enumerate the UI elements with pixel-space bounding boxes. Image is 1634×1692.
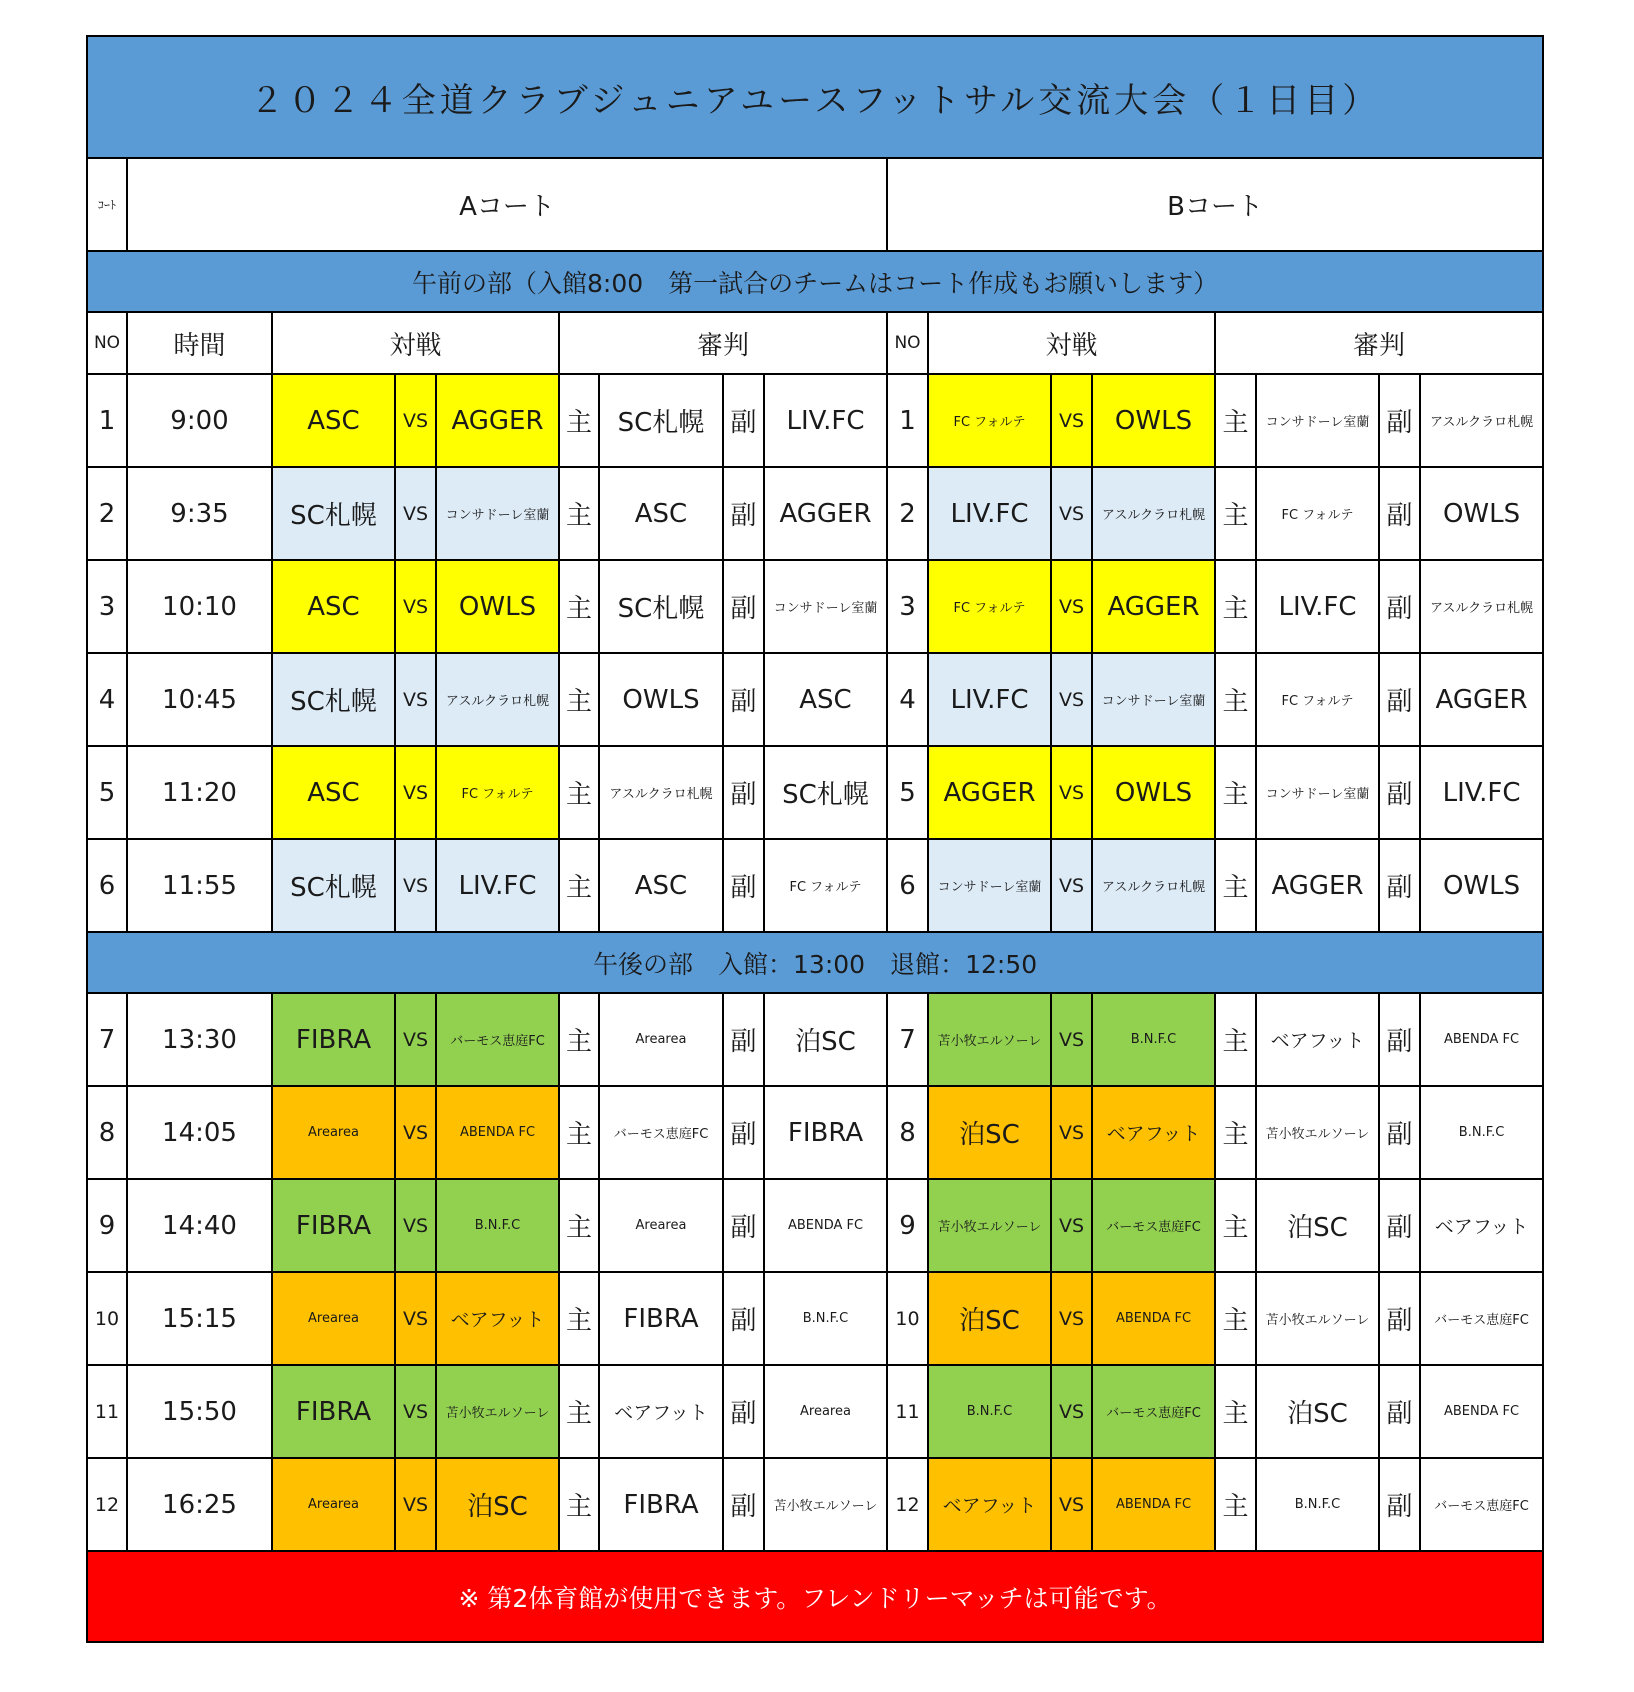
col-match-b: 対戦 (928, 312, 1215, 374)
court-a-team2: OWLS (436, 560, 559, 653)
court-b-team2: バーモス恵庭FC (1092, 1179, 1215, 1272)
morning-section-header: 午前の部（入館8:00 第一試合のチームはコート作成もお願いします） (87, 251, 1543, 312)
vs-label: VS (395, 746, 436, 839)
match-no-b: 7 (887, 993, 928, 1086)
court-a-main-referee: SC札幌 (599, 374, 723, 467)
court-b-team1: LIV.FC (928, 653, 1051, 746)
match-no-b: 3 (887, 560, 928, 653)
court-a-main-referee: Arearea (599, 1179, 723, 1272)
match-no-b: 9 (887, 1179, 928, 1272)
match-time: 11:55 (127, 839, 272, 932)
match-time: 16:25 (127, 1458, 272, 1551)
main-referee-label: 主 (559, 653, 599, 746)
main-referee-label: 主 (1215, 1179, 1256, 1272)
court-b-team2: OWLS (1092, 374, 1215, 467)
court-b-sub-referee: OWLS (1420, 839, 1543, 932)
court-b-main-referee: LIV.FC (1256, 560, 1379, 653)
match-no-b: 2 (887, 467, 928, 560)
page-title: ２０２４全道クラブジュニアユースフットサル交流大会（１日目） (87, 36, 1543, 158)
court-a-team2: LIV.FC (436, 839, 559, 932)
match-row (87, 1086, 1543, 1179)
court-b-sub-referee: ABENDA FC (1420, 1365, 1543, 1458)
main-referee-label: 主 (559, 839, 599, 932)
court-b-main-referee: コンサドーレ室蘭 (1256, 374, 1379, 467)
court-a-main-referee: ASC (599, 467, 723, 560)
court-b-team1: ベアフット (928, 1458, 1051, 1551)
court-b-main-referee: ベアフット (1256, 993, 1379, 1086)
match-no: 11 (87, 1365, 127, 1458)
match-row (87, 993, 1543, 1086)
court-b-team1: LIV.FC (928, 467, 1051, 560)
vs-label: VS (395, 1365, 436, 1458)
sub-referee-label: 副 (1379, 1365, 1420, 1458)
court-a-main-referee: ASC (599, 839, 723, 932)
match-time: 15:50 (127, 1365, 272, 1458)
court-a-main-referee: OWLS (599, 653, 723, 746)
court-a-header: Aコート (127, 158, 887, 251)
court-b-team1: FC フォルテ (928, 374, 1051, 467)
court-a-team1: Arearea (272, 1272, 395, 1365)
match-time: 11:20 (127, 746, 272, 839)
court-a-sub-referee: SC札幌 (764, 746, 887, 839)
match-row (87, 1272, 1543, 1365)
court-b-main-referee: 苫小牧エルソーレ (1256, 1086, 1379, 1179)
sub-referee-label: 副 (723, 1365, 764, 1458)
col-time: 時間 (127, 312, 272, 374)
court-label: ｺｰﾄ (87, 158, 127, 251)
sub-referee-label: 副 (723, 746, 764, 839)
vs-label: VS (1051, 1272, 1092, 1365)
match-time: 13:30 (127, 993, 272, 1086)
court-b-team2: ベアフット (1092, 1086, 1215, 1179)
vs-label: VS (395, 560, 436, 653)
main-referee-label: 主 (1215, 467, 1256, 560)
match-no-b: 11 (887, 1365, 928, 1458)
match-row (87, 560, 1543, 653)
court-a-sub-referee: FC フォルテ (764, 839, 887, 932)
court-a-team2: FC フォルテ (436, 746, 559, 839)
vs-label: VS (1051, 1179, 1092, 1272)
sub-referee-label: 副 (723, 1272, 764, 1365)
main-referee-label: 主 (559, 374, 599, 467)
court-b-team1: 泊SC (928, 1086, 1051, 1179)
court-b-sub-referee: ABENDA FC (1420, 993, 1543, 1086)
court-a-team2: 苫小牧エルソーレ (436, 1365, 559, 1458)
match-time: 15:15 (127, 1272, 272, 1365)
vs-label: VS (1051, 839, 1092, 932)
court-b-sub-referee: ベアフット (1420, 1179, 1543, 1272)
court-a-team2: 泊SC (436, 1458, 559, 1551)
court-b-team1: 苫小牧エルソーレ (928, 993, 1051, 1086)
court-a-team1: ASC (272, 560, 395, 653)
court-a-team2: バーモス恵庭FC (436, 993, 559, 1086)
match-no: 9 (87, 1179, 127, 1272)
match-no: 8 (87, 1086, 127, 1179)
match-time: 9:00 (127, 374, 272, 467)
match-row (87, 1179, 1543, 1272)
match-no: 5 (87, 746, 127, 839)
col-no-a: NO (87, 312, 127, 374)
court-a-main-referee: FIBRA (599, 1458, 723, 1551)
main-referee-label: 主 (559, 1272, 599, 1365)
court-b-main-referee: 泊SC (1256, 1179, 1379, 1272)
vs-label: VS (1051, 746, 1092, 839)
court-a-team1: Arearea (272, 1458, 395, 1551)
court-a-team2: アスルクラロ札幌 (436, 653, 559, 746)
sub-referee-label: 副 (1379, 1086, 1420, 1179)
main-referee-label: 主 (1215, 653, 1256, 746)
court-a-team1: SC札幌 (272, 839, 395, 932)
match-no: 3 (87, 560, 127, 653)
court-a-main-referee: Arearea (599, 993, 723, 1086)
match-row (87, 1458, 1543, 1551)
main-referee-label: 主 (559, 1365, 599, 1458)
sub-referee-label: 副 (1379, 746, 1420, 839)
vs-label: VS (1051, 653, 1092, 746)
court-b-main-referee: 苫小牧エルソーレ (1256, 1272, 1379, 1365)
main-referee-label: 主 (1215, 746, 1256, 839)
court-b-team1: AGGER (928, 746, 1051, 839)
match-time: 10:45 (127, 653, 272, 746)
main-referee-label: 主 (1215, 1086, 1256, 1179)
sub-referee-label: 副 (723, 1179, 764, 1272)
main-referee-label: 主 (559, 1086, 599, 1179)
match-no-b: 5 (887, 746, 928, 839)
vs-label: VS (1051, 467, 1092, 560)
court-b-main-referee: AGGER (1256, 839, 1379, 932)
court-a-sub-referee: B.N.F.C (764, 1272, 887, 1365)
court-b-team2: OWLS (1092, 746, 1215, 839)
match-row (87, 467, 1543, 560)
court-b-main-referee: B.N.F.C (1256, 1458, 1379, 1551)
sub-referee-label: 副 (723, 467, 764, 560)
court-b-team2: アスルクラロ札幌 (1092, 467, 1215, 560)
main-referee-label: 主 (559, 993, 599, 1086)
match-time: 14:40 (127, 1179, 272, 1272)
court-b-header: Bコート (887, 158, 1543, 251)
vs-label: VS (395, 1272, 436, 1365)
court-b-team2: アスルクラロ札幌 (1092, 839, 1215, 932)
court-b-sub-referee: B.N.F.C (1420, 1086, 1543, 1179)
court-b-sub-referee: アスルクラロ札幌 (1420, 560, 1543, 653)
main-referee-label: 主 (559, 1179, 599, 1272)
vs-label: VS (395, 467, 436, 560)
main-referee-label: 主 (559, 560, 599, 653)
court-b-main-referee: FC フォルテ (1256, 653, 1379, 746)
col-referee-b: 審判 (1215, 312, 1543, 374)
note-banner: ※ 第2体育館が使用できます。フレンドリーマッチは可能です。 (87, 1551, 1543, 1642)
court-a-team1: SC札幌 (272, 467, 395, 560)
court-a-team1: FIBRA (272, 1365, 395, 1458)
court-a-main-referee: SC札幌 (599, 560, 723, 653)
sub-referee-label: 副 (1379, 374, 1420, 467)
court-b-team1: 泊SC (928, 1272, 1051, 1365)
sub-referee-label: 副 (723, 374, 764, 467)
sub-referee-label: 副 (1379, 653, 1420, 746)
court-b-main-referee: FC フォルテ (1256, 467, 1379, 560)
court-b-sub-referee: AGGER (1420, 653, 1543, 746)
main-referee-label: 主 (1215, 1272, 1256, 1365)
match-no-b: 1 (887, 374, 928, 467)
match-no: 12 (87, 1458, 127, 1551)
match-no: 2 (87, 467, 127, 560)
match-no-b: 8 (887, 1086, 928, 1179)
sub-referee-label: 副 (723, 839, 764, 932)
court-b-team2: バーモス恵庭FC (1092, 1365, 1215, 1458)
court-a-team1: FIBRA (272, 1179, 395, 1272)
main-referee-label: 主 (1215, 374, 1256, 467)
court-a-sub-referee: 苫小牧エルソーレ (764, 1458, 887, 1551)
sub-referee-label: 副 (723, 993, 764, 1086)
match-no-b: 10 (887, 1272, 928, 1365)
court-b-team2: コンサドーレ室蘭 (1092, 653, 1215, 746)
court-a-sub-referee: AGGER (764, 467, 887, 560)
court-a-sub-referee: LIV.FC (764, 374, 887, 467)
vs-label: VS (1051, 560, 1092, 653)
court-b-main-referee: コンサドーレ室蘭 (1256, 746, 1379, 839)
court-a-team1: ASC (272, 374, 395, 467)
match-no: 1 (87, 374, 127, 467)
vs-label: VS (395, 993, 436, 1086)
main-referee-label: 主 (559, 746, 599, 839)
sub-referee-label: 副 (1379, 993, 1420, 1086)
tournament-schedule-table (86, 35, 1544, 1643)
sub-referee-label: 副 (1379, 560, 1420, 653)
court-b-team1: コンサドーレ室蘭 (928, 839, 1051, 932)
sub-referee-label: 副 (1379, 839, 1420, 932)
main-referee-label: 主 (1215, 839, 1256, 932)
match-row (87, 746, 1543, 839)
court-b-team1: B.N.F.C (928, 1365, 1051, 1458)
court-b-sub-referee: アスルクラロ札幌 (1420, 374, 1543, 467)
court-b-team2: AGGER (1092, 560, 1215, 653)
match-time: 14:05 (127, 1086, 272, 1179)
sub-referee-label: 副 (1379, 1458, 1420, 1551)
match-row (87, 1365, 1543, 1458)
vs-label: VS (1051, 1458, 1092, 1551)
court-b-team2: ABENDA FC (1092, 1458, 1215, 1551)
match-row (87, 839, 1543, 932)
main-referee-label: 主 (559, 467, 599, 560)
court-a-sub-referee: 泊SC (764, 993, 887, 1086)
court-b-team1: FC フォルテ (928, 560, 1051, 653)
sub-referee-label: 副 (1379, 1272, 1420, 1365)
match-time: 9:35 (127, 467, 272, 560)
sub-referee-label: 副 (723, 1458, 764, 1551)
sub-referee-label: 副 (723, 1086, 764, 1179)
sub-referee-label: 副 (1379, 467, 1420, 560)
main-referee-label: 主 (1215, 1458, 1256, 1551)
main-referee-label: 主 (1215, 993, 1256, 1086)
court-b-main-referee: 泊SC (1256, 1365, 1379, 1458)
court-a-team2: コンサドーレ室蘭 (436, 467, 559, 560)
court-a-main-referee: FIBRA (599, 1272, 723, 1365)
match-no: 10 (87, 1272, 127, 1365)
match-no-b: 12 (887, 1458, 928, 1551)
court-a-team2: ベアフット (436, 1272, 559, 1365)
col-referee-a: 審判 (559, 312, 887, 374)
match-no: 7 (87, 993, 127, 1086)
col-no-b: NO (887, 312, 928, 374)
court-a-team2: ABENDA FC (436, 1086, 559, 1179)
court-a-team1: FIBRA (272, 993, 395, 1086)
match-row (87, 374, 1543, 467)
court-a-main-referee: ベアフット (599, 1365, 723, 1458)
court-a-sub-referee: ASC (764, 653, 887, 746)
court-b-team2: B.N.F.C (1092, 993, 1215, 1086)
match-time: 10:10 (127, 560, 272, 653)
match-no-b: 6 (887, 839, 928, 932)
court-a-main-referee: アスルクラロ札幌 (599, 746, 723, 839)
sub-referee-label: 副 (1379, 1179, 1420, 1272)
court-b-sub-referee: バーモス恵庭FC (1420, 1458, 1543, 1551)
vs-label: VS (395, 1179, 436, 1272)
vs-label: VS (1051, 993, 1092, 1086)
vs-label: VS (1051, 374, 1092, 467)
court-a-team2: B.N.F.C (436, 1179, 559, 1272)
court-a-sub-referee: FIBRA (764, 1086, 887, 1179)
match-row (87, 653, 1543, 746)
afternoon-section-header: 午後の部 入館：13:00 退館：12:50 (87, 932, 1543, 993)
vs-label: VS (395, 1086, 436, 1179)
court-a-team1: ASC (272, 746, 395, 839)
court-a-sub-referee: ABENDA FC (764, 1179, 887, 1272)
court-a-team1: SC札幌 (272, 653, 395, 746)
sub-referee-label: 副 (723, 653, 764, 746)
court-a-sub-referee: コンサドーレ室蘭 (764, 560, 887, 653)
court-b-sub-referee: バーモス恵庭FC (1420, 1272, 1543, 1365)
match-no: 6 (87, 839, 127, 932)
match-no-b: 4 (887, 653, 928, 746)
col-match-a: 対戦 (272, 312, 559, 374)
vs-label: VS (1051, 1365, 1092, 1458)
court-b-team1: 苫小牧エルソーレ (928, 1179, 1051, 1272)
main-referee-label: 主 (559, 1458, 599, 1551)
court-a-team1: Arearea (272, 1086, 395, 1179)
main-referee-label: 主 (1215, 1365, 1256, 1458)
vs-label: VS (395, 374, 436, 467)
match-no: 4 (87, 653, 127, 746)
vs-label: VS (395, 1458, 436, 1551)
court-a-team2: AGGER (436, 374, 559, 467)
court-a-main-referee: バーモス恵庭FC (599, 1086, 723, 1179)
vs-label: VS (1051, 1086, 1092, 1179)
court-b-sub-referee: OWLS (1420, 467, 1543, 560)
court-b-sub-referee: LIV.FC (1420, 746, 1543, 839)
main-referee-label: 主 (1215, 560, 1256, 653)
sub-referee-label: 副 (723, 560, 764, 653)
vs-label: VS (395, 653, 436, 746)
court-b-team2: ABENDA FC (1092, 1272, 1215, 1365)
vs-label: VS (395, 839, 436, 932)
court-a-sub-referee: Arearea (764, 1365, 887, 1458)
